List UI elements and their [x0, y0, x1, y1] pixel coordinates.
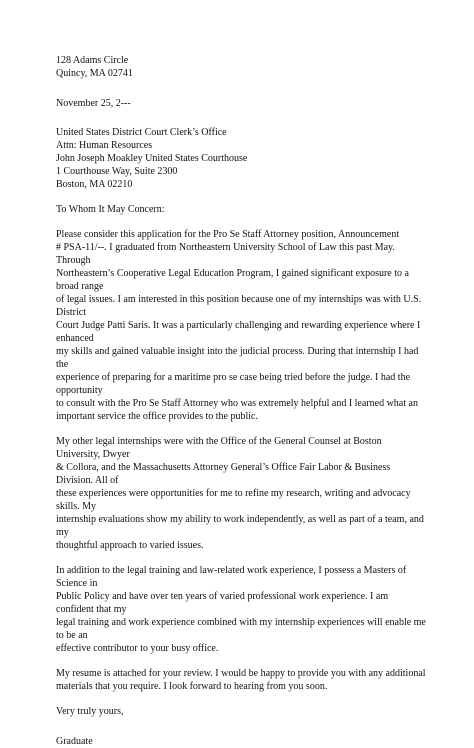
body-paragraph-3: In addition to the legal training and law-related work experience, I possess a Masters of Science in Public Policy and have over ten years of varied professional work experience. I am confident that my legal training and work experience combined with my internship experiences will enable me to be an effective contributor to your busy office. [56, 565, 426, 654]
signature-text: Graduate [56, 736, 93, 747]
sender-address-line-1: 128 Adams Circle [56, 55, 129, 66]
body-paragraph-4: My resume is attached for your review. I would be happy to provide you with any additional materials that you require. I look forward to hearing from you soon. [56, 668, 426, 692]
closing [56, 705, 428, 718]
date-block [56, 97, 428, 110]
sender-address [56, 54, 428, 80]
recipient-line-2: Attn: Human Resources [56, 140, 153, 151]
recipient-address [56, 126, 428, 191]
sender-address-line-2: Quincy, MA 02741 [56, 68, 133, 79]
signature [56, 735, 428, 748]
body-paragraph-2: My other legal internships were with the Office of the General Counsel at Boston University, Dwyer & Collora, and the Massachusetts Attorney General’s Office Fair Labor & Business Division. All of these experiences were opportunities for me to refine my research, writing and advocacy skills. My internship evaluations show my ability to work independently, as well as part of a team, and my thoughtful approach to varied issues. [56, 436, 424, 551]
body-paragraph-1: Please consider this application for the Pro Se Staff Attorney position, Announcement # PSA-11/--. I graduated from Northeastern University School of Law this past May. Through Northeastern’s Cooperative Legal Education Program, I gained significant exposure to a broad range of legal issues. I am interested in this position because one of my internships was with U.S. District Court Judge Patti Saris. It was a particularly challenging and rewarding experience where I enhanced my skills and gained valuable insight into the judicial process. During that internship I had the experience of preparing for a maritime pro se case being tried before the judge. I had the opportunity to consult with the Pro Se Staff Attorney who was extremely helpful and I learned what an important service the office provides to the public. [56, 229, 422, 422]
recipient-line-3: John Joseph Moakley United States Courthouse [56, 153, 248, 164]
recipient-line-4: 1 Courthouse Way, Suite 2300 [56, 166, 178, 177]
closing-text: Very truly yours, [56, 706, 124, 717]
salutation [56, 203, 428, 216]
recipient-line-5: Boston, MA 02210 [56, 179, 133, 190]
recipient-line-1: United States District Court Clerk’s Office [56, 127, 227, 138]
letter-date: November 25, 2--- [56, 98, 131, 109]
cover-letter [56, 54, 428, 748]
salutation-text: To Whom It May Concern: [56, 204, 165, 215]
